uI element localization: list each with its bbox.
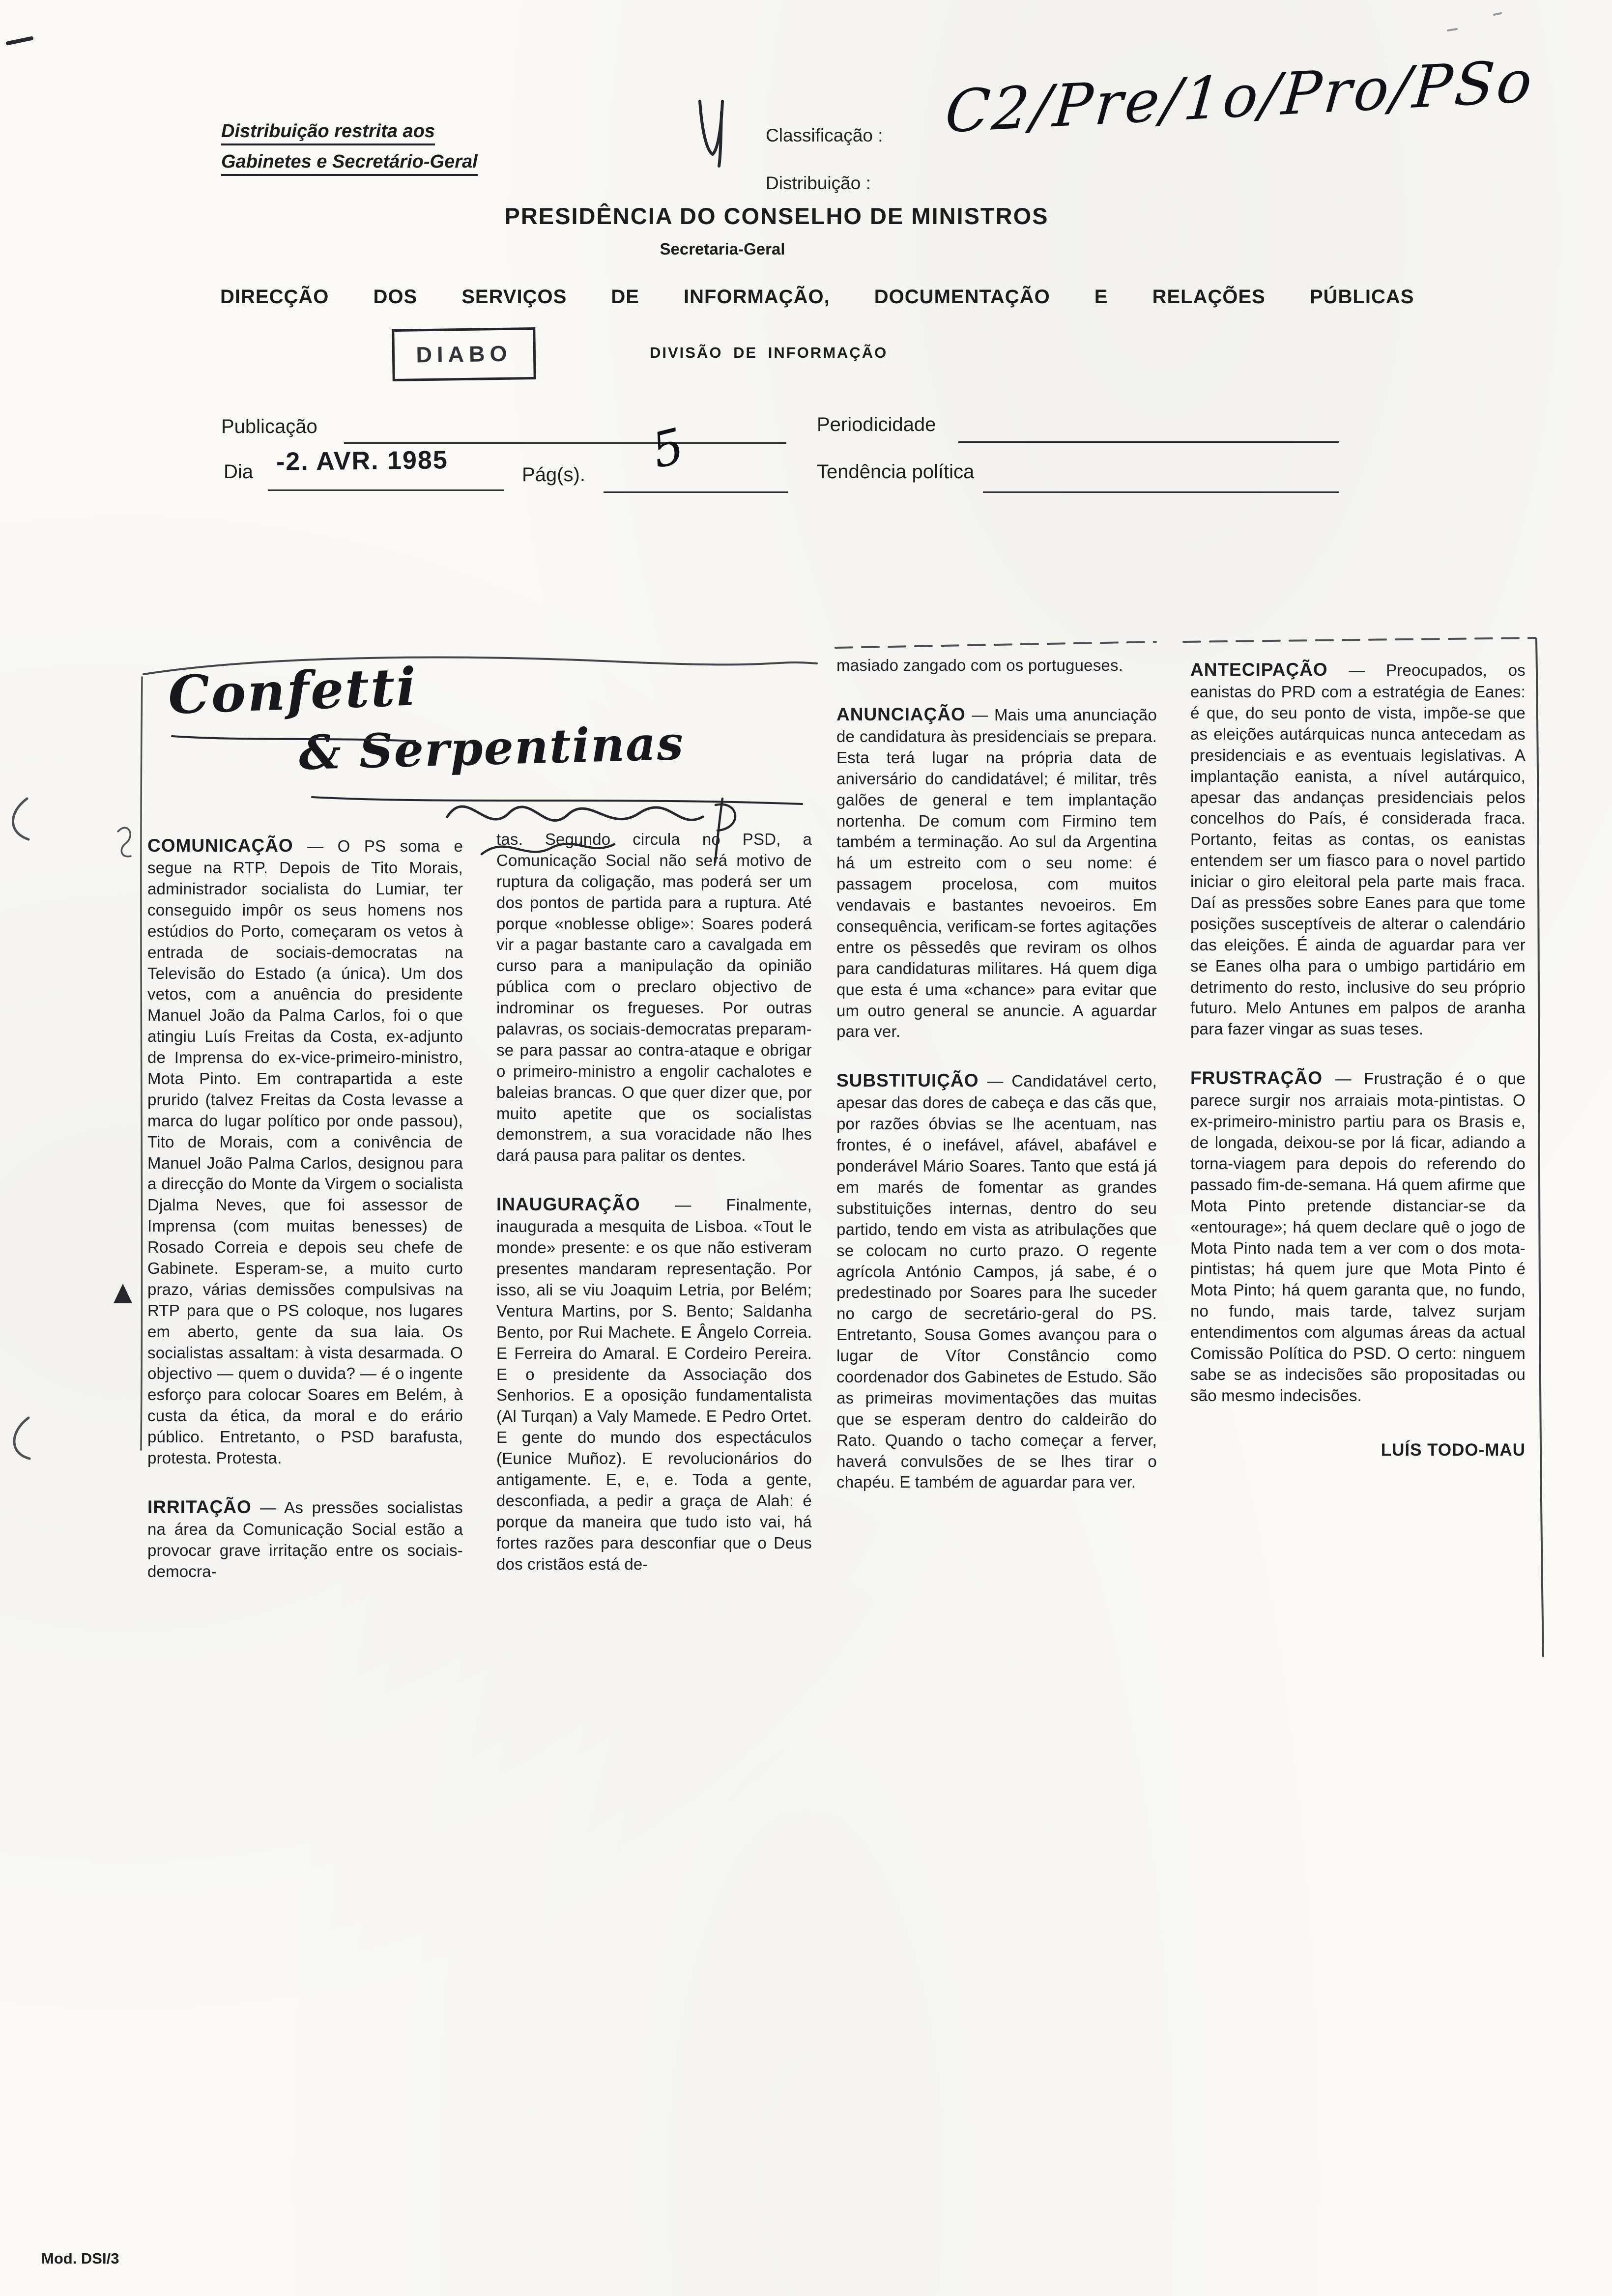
article-block-substituicao (836, 1069, 1157, 1493)
section-body: masiado zangado com os portugueses. (836, 656, 1123, 674)
checkmark-handwriting (700, 101, 722, 166)
corner-dots (1448, 13, 1501, 30)
article-block-antecipacao (1190, 658, 1526, 1040)
article-block-anunciacao (836, 703, 1157, 1042)
periodicidade-fill-line (958, 441, 1339, 443)
press-clipping (133, 636, 1538, 1914)
clipping-title-line2: & Serpentinas (298, 716, 685, 781)
clipping-column-2 (496, 829, 812, 1575)
section-heading: COMUNICAÇÃO (147, 835, 293, 856)
pags-fill-line (604, 491, 788, 493)
section-body: — Mais uma anunciação de candidatura às presidenciais se prepara. Esta terá lugar na própria data de aniversário do candidatável; é militar, três galões de general e tem implantação nortenha. De comum com Firmino tem também a terminação. Ao sul da Argentina há um estreito com o seu nome: é passagem procelosa, com muitos vendavais e bastantes nevoeiros. Em consequência, verificam-se fortes agitações entre os pêssedês que reviram os olhos para candidaturas militares. Há quem diga que esta é uma «chance» para evitar que um outro general se anuncie. A aguardar para ver. (836, 705, 1157, 1041)
margin-loop-mark (118, 828, 131, 857)
direction-services-line: DIRECÇÃO DOS SERVIÇOS DE INFORMAÇÃO, DOCUMENTAÇÃO E RELAÇÕES PÚBLICAS (220, 286, 1414, 308)
tendencia-fill-line (983, 491, 1339, 493)
division-line: DIVISÃO DE INFORMAÇÃO (650, 344, 888, 361)
page-number-handwriting: 5 (646, 418, 690, 480)
org-title: PRESIDÊNCIA DO CONSELHO DE MINISTROS (504, 203, 1049, 229)
section-heading: INAUGURAÇÃO (496, 1194, 640, 1215)
distribuicao-label: Distribuição : (766, 173, 871, 193)
org-subtitle: Secretaria-Geral (660, 240, 785, 258)
classificacao-label: Classificação : (766, 125, 883, 145)
tendencia-label: Tendência política (817, 461, 975, 483)
section-heading: IRRITAÇÃO (147, 1496, 252, 1517)
form-model-number: Mod. DSI/3 (41, 2250, 119, 2267)
article-block-frustracao (1190, 1066, 1526, 1406)
dia-label: Dia (224, 461, 254, 483)
article-block-irritacao (147, 1495, 463, 1582)
margin-scribble-1 (13, 799, 29, 839)
section-heading: SUBSTITUIÇÃO (836, 1070, 979, 1091)
classificacao-handwritten-value: C2/Pre/1o/Pro/PSo (942, 47, 1537, 146)
clipping-column-3 (836, 655, 1157, 1493)
date-stamp: -2. AVR. 1985 (276, 446, 449, 476)
section-body: — Finalmente, inaugurada a mesquita de Lisboa. «Tout le monde» presente: e os que não estiveram presentes mandaram representação. Por isso, ali se viu Joaquim Letria, por Belém; Ventura Martins, por S. Bento; Saldanha Bento, por Rui Machete. E Ângelo Correia. E Ferreira do Amaral. E Cordeiro Pereira. E o presidente da Associação dos Senhorios. E a oposição fundamentalista (Al Turqan) a Valy Mamede. E Pedro Ortet. E gente do mundo dos espectáculos (Eunice Muñoz). E revolucionários do antigamente. E, e, e. Toda a gente, desconfiada, a pedir a graça de Alah: é porque da maneira que tudo isto vai, há fortes razões para desconfiar que o Deus dos cristãos está de- (496, 1196, 812, 1573)
restricted-line-2: Gabinetes e Secretário-Geral (221, 152, 478, 176)
clipping-title-line1: Confetti (167, 656, 419, 726)
restricted-distribution-note (221, 122, 478, 183)
corner-dash (8, 38, 31, 43)
section-body: — Candidatável certo, apesar das dores de cabeça e das cãs que, por razões óbvias se lhe acentuam, nas frontes, é o inefável, afável, abafável e ponderável Mário Soares. Tanto que está já em marés de fomentar as grandes substituições internas, dentro do seu partido, tendo em vista as atribulações que se colocam no curto prazo. O regente agrícola António Campos, já sabe, é o predestinado por Soares para lhe suceder no cargo de secretário-geral do PS. Entretanto, Sousa Gomes avançou para o lugar de Vítor Constâncio como coordenador dos Gabinetes de Estudo. São as primeiras movimentações das muitas que se esperam dentro do caldeirão do Rato. Quando o tacho começar a ferver, haverá convulsões de se lhes tirar o chapéu. E também de aguardar para ver. (836, 1072, 1157, 1492)
article-block-comunicacao (147, 834, 463, 1469)
publicacao-fill-line (344, 442, 786, 444)
section-body: — As pressões socialistas na área da Comunicação Social estão a provocar grave irritação entre os sociais-democra- (147, 1498, 463, 1580)
section-body: tas. Segundo circula no PSD, a Comunicação Social não será motivo de ruptura da coligação, mas poderá ser um dos pontos de partida para a ruptura. Até porque «noblesse oblige»: Soares poderá vir a pagar bastante caro a cavalgada em curso para a manipulação da opinião pública com o preclaro objectivo de indrominar os fregueses. Por outras palavras, os sociais-democratas preparam-se para passar ao contra-ataque e obrigar o primeiro-ministro a engolir cachalotes e baleias brancas. O que quer dizer que, por muito apetite que os socialistas demonstrem, a sua voracidade não lhes dará pausa para palitar os dentes. (496, 830, 812, 1165)
restricted-line-1: Distribuição restrita aos (221, 122, 435, 145)
publication-stamp-text: DIABO (416, 341, 512, 368)
author-byline: LUÍS TODO-MAU (1381, 1440, 1526, 1460)
section-body: — Frustração é o que parece surgir nos arraiais mota-pintistas. O ex-primeiro-ministro partiu para os Brasis e, de longada, deixou-se por lá ficar, adiando a torna-viagem para depois do referendo do passado fim-de-semana. Há quem afirme que Mota Pinto pretende distanciar-se da «entourage»; há quem declare quê o jogo de Mota Pinto nada tem a ver com o dos mota-pintistas; há quem jure que Mota Pinto é Mota Pinto; há quem garanta que, no fundo, no fundo, mais tarde, talvez surjam entendimentos com algumas áreas da actual Comissão Política do PSD. O certo: ninguem sabe se as indecisões são propositadas ou são mesmo indecisões. (1190, 1069, 1526, 1405)
periodicidade-label: Periodicidade (817, 414, 936, 435)
section-heading: ANTECIPAÇÃO (1190, 660, 1328, 680)
publicacao-label: Publicação (221, 416, 317, 437)
article-block-inauguracao (496, 1193, 812, 1575)
section-body: — Preocupados, os eanistas do PRD com a estratégia de Eanes: é que, do seu ponto de vista, impõe-se que as eleições autárquicas nunca antecedam as presidenciais e as eventuais legislativas. A implantação eanista, a nível autárquico, apesar das andanças presidenciais pelos concelhos do País, é considerada fraca. Portanto, feitas as contas, os eanistas entendem ser um fiasco para o novel partido iniciar o giro eleitoral pela parte mais fraca. Daí as pressões sobre Eanes para que tome posições susceptíveis de alterar o calendário das eleições. É ainda de aguardar para ver se Eanes olha para o umbigo partidário em detrimento do resto, inclusive do seu próprio futuro. Melo Antunes em palpos de aranha para fazer vingar as suas teses. (1190, 661, 1526, 1038)
margin-scribble-2 (14, 1418, 29, 1459)
section-heading: ANUNCIAÇÃO (836, 704, 966, 724)
article-block-continuation (836, 655, 1157, 676)
article-block-continuation (496, 829, 812, 1166)
margin-triangle-mark (114, 1284, 132, 1303)
section-heading: FRUSTRAÇÃO (1190, 1068, 1323, 1089)
publication-stamp-box (392, 327, 536, 381)
pags-label: Pág(s). (522, 464, 585, 486)
clipping-column-4 (1190, 658, 1526, 1461)
clipping-column-1 (147, 834, 463, 1582)
section-body: — O PS soma e segue na RTP. Depois de Tito Morais, administrador socialista do Lumiar, ter conseguido impôr os seus homens nos estúdios do Porto, começaram os vetos à entrada de sociais-democratas na Televisão do Estado (a única). Um dos vetos, com a anuência do presidente Manuel João da Palma Carlos, foi o que atingiu Luís Freitas da Costa, ex-adjunto de Imprensa do ex-vice-primeiro-ministro, Mota Pinto. Em contrapartida a este prurido (talvez Freitas da Costa levasse a marca do lugar político por onde passou), Tito de Morais, com a conivência de Manuel João Palma Carlos, designou para a direcção do Monte da Virgem o socialista Djalma Neves, que foi assessor de Imprensa (com muitas benesses) de Rosado Correia e depois seu chefe de Gabinete. Esperam-se, a muito curto prazo, várias demissões compulsivas na RTP para que o PS coloque, nos lugares em aberto, gente da sua laia. Os socialistas assaltam: à vista desarmada. O objectivo — quem o duvida? — é o ingente esforço para colocar Soares em Belém, à custa da ética, da moral e do erário público. Entretanto, o PSD barafusta, protesta. Protesta. (147, 837, 463, 1467)
dia-fill-line (268, 489, 504, 491)
